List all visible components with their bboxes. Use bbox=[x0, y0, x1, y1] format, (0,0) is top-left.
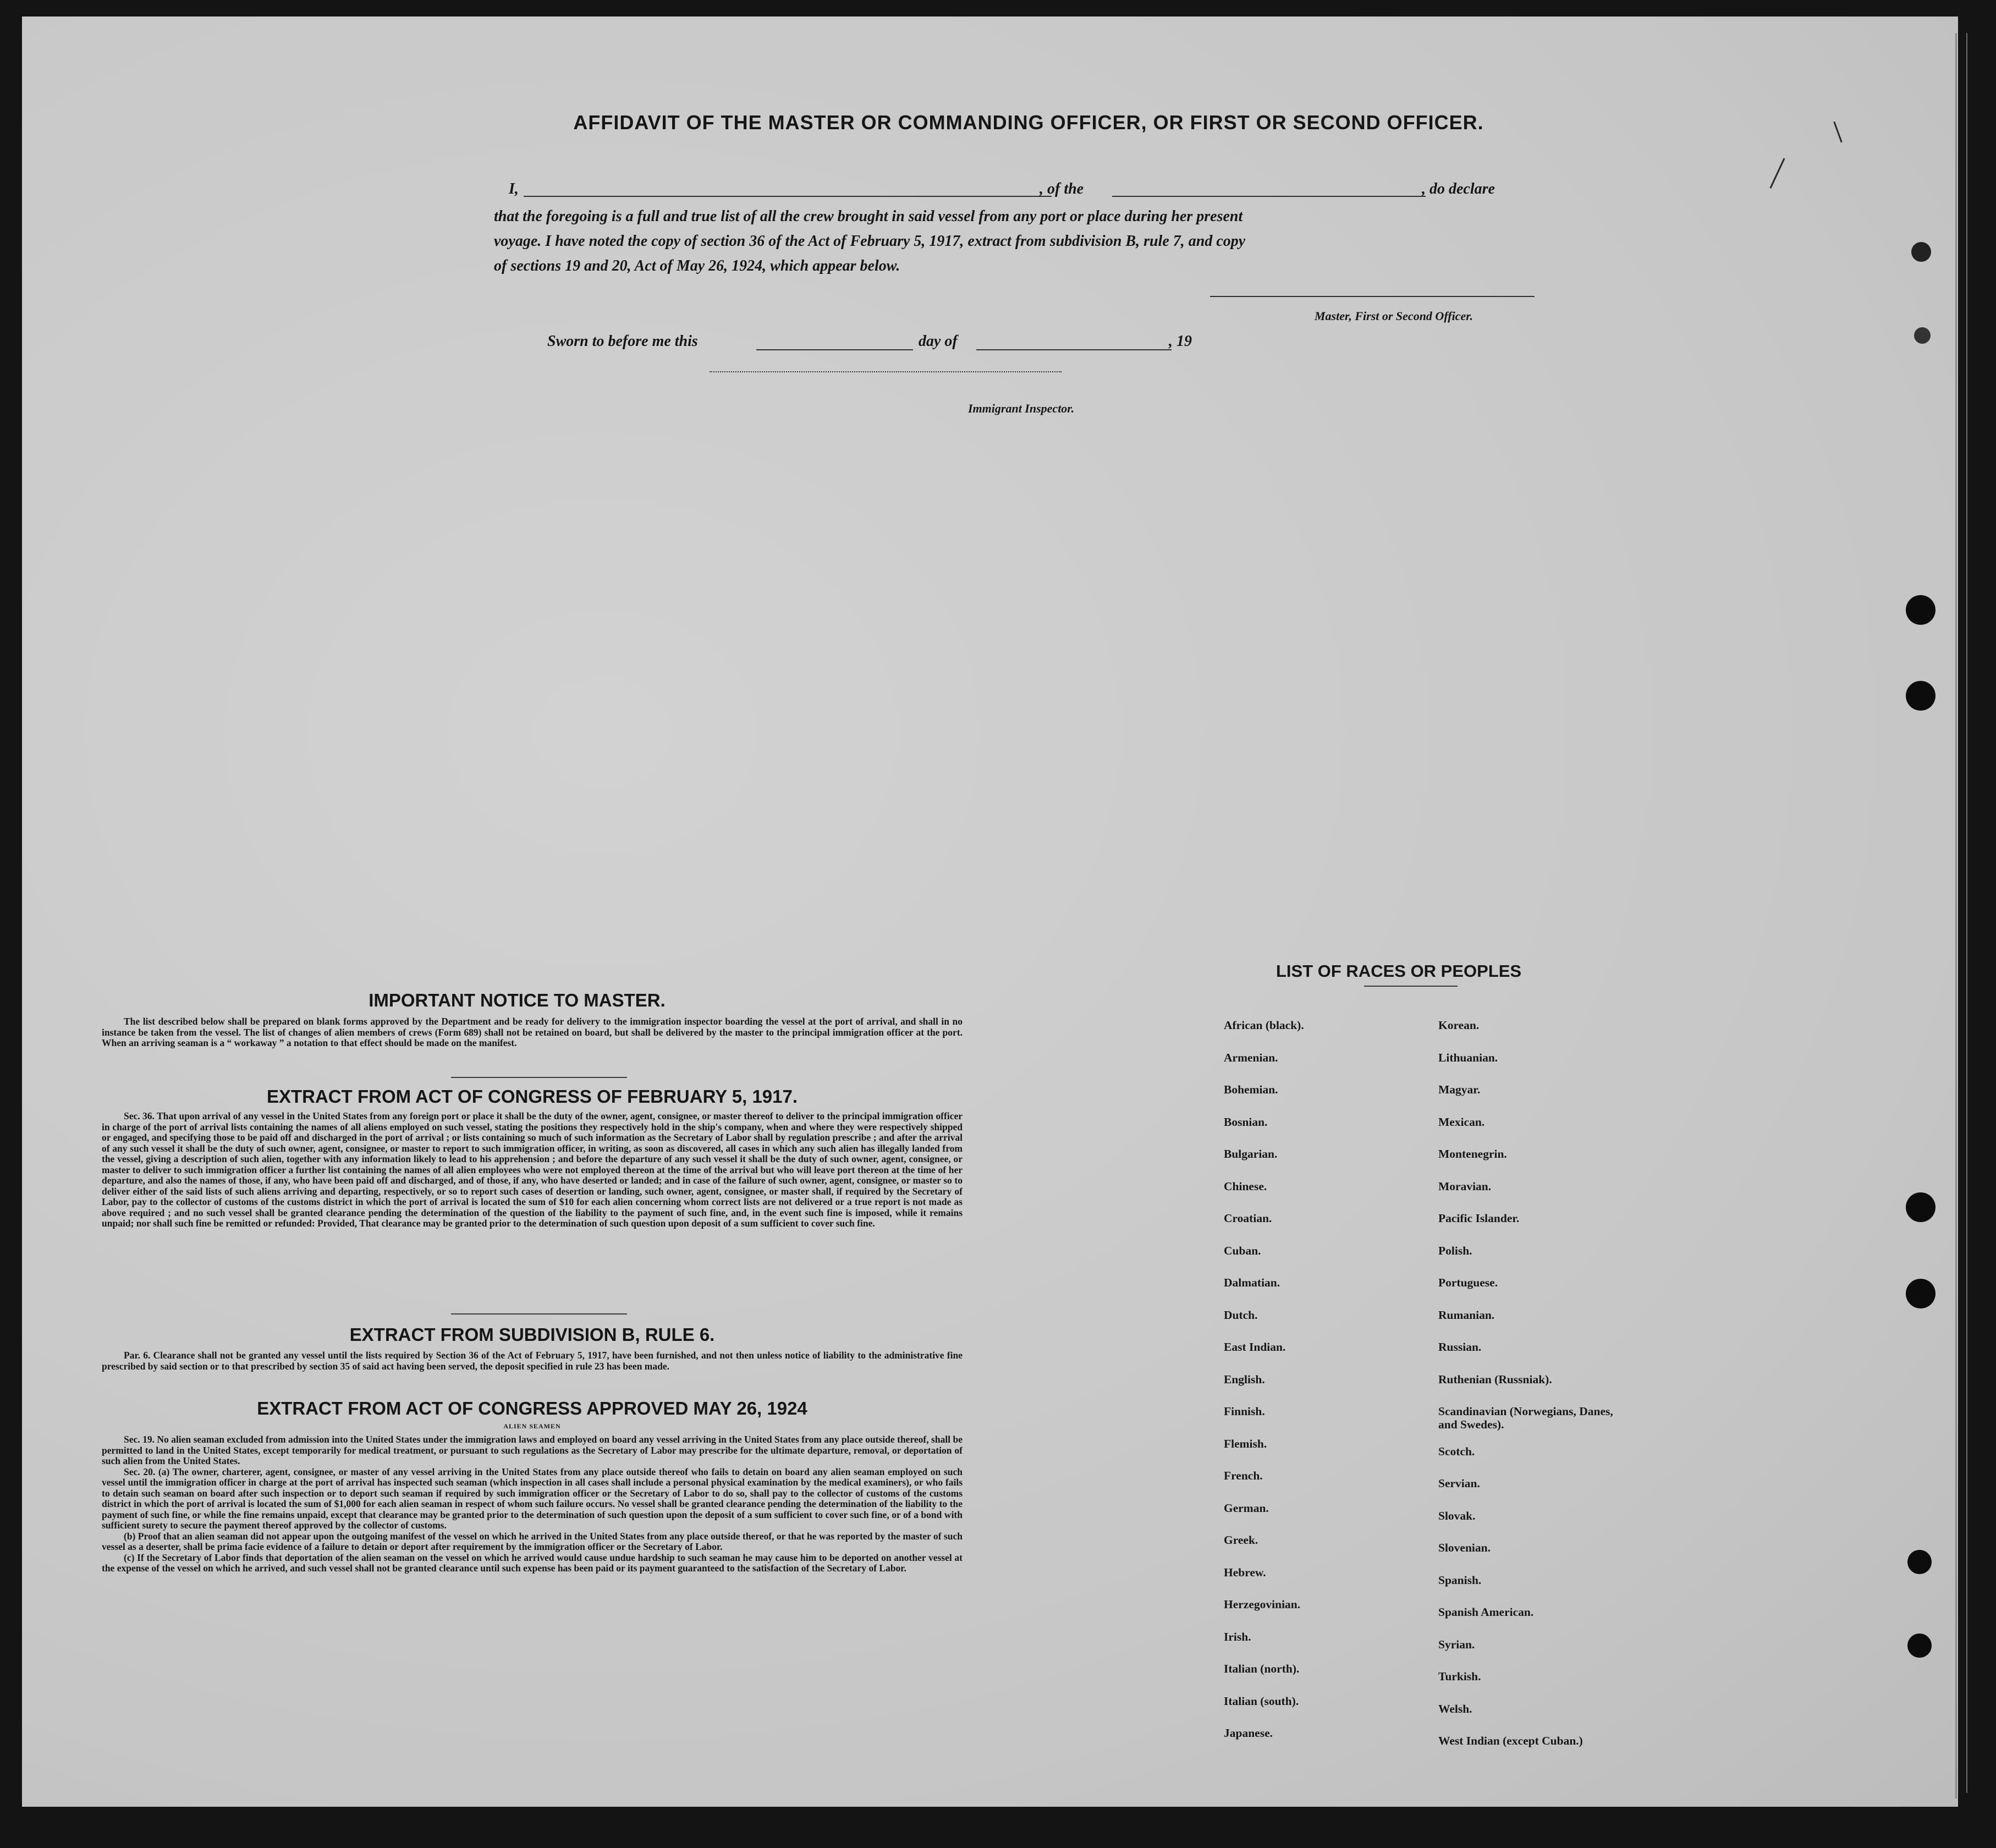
race-item-left: Chinese. bbox=[1224, 1179, 1267, 1193]
race-item-left: German. bbox=[1224, 1501, 1269, 1515]
race-item-right: Mexican. bbox=[1438, 1115, 1485, 1129]
race-item-right: Spanish. bbox=[1438, 1573, 1482, 1587]
race-item-left: Italian (south). bbox=[1224, 1694, 1299, 1708]
race-item-left: Finnish. bbox=[1224, 1405, 1265, 1418]
race-item-left: Herzegovinian. bbox=[1224, 1598, 1301, 1611]
binder-hole bbox=[1907, 1634, 1932, 1658]
master-signature-caption: Master, First or Second Officer. bbox=[1315, 309, 1473, 323]
race-item-right: Polish. bbox=[1438, 1244, 1472, 1257]
sec-20b-paragraph: (b) Proof that an alien seaman did not appear upon the outgoing manifest of the vessel on which he arrived in the United States from any place outside thereof, or that he was reported by the master of such vessel as a deserter, shall be prima facie evidence of a failure to detain or deport after requirement by the immigration officer or the Secretary of Labor. bbox=[102, 1530, 963, 1552]
race-item-right: Korean. bbox=[1438, 1019, 1480, 1032]
race-item-left: Bohemian. bbox=[1224, 1083, 1278, 1096]
binder-hole bbox=[1907, 1550, 1932, 1574]
race-item-right: Spanish American. bbox=[1438, 1605, 1534, 1619]
sworn-prefix: Sworn to before me this bbox=[547, 333, 698, 350]
section-36-paragraph: Sec. 36. That upon arrival of any vessel in the United States from any foreign port or place it shall be the duty of the owner, agent, consignee, or master thereof to deliver to the principal immigration officer in charge of the port of arrival lists containing the names of all aliens employed on such vessel, stating the positions they respectively hold in the ship's company, when and where they were respectively shipped or engaged, and specifying those to be paid off and discharged in the port of arrival ; or lists containing so much of such information as the Secretary of Labor shall by regulation prescribe ; and after the arrival of any such vessel it shall be the duty of such owner, agent, consignee, or master to report to such immigration officer, in writing, as soon as discovered, all cases in which any such alien has illegally landed from the vessel, giving a description of such alien, together with any information likely to lead to his apprehension ; and before the departure of any such vessel it shall be the duty of such owner, agent, consignee, or master to deliver to such immigration officer a further list containing the names of all alien employees who were not employed thereon at the time of the arrival but who will leave port thereon at the time of her departure, and also the names of those, if any, who have been paid off and discharged, and of those, if any, who have deserted or landed; and in case of the failure of such owner, agent, consignee, or master so to deliver either of the said lists of such aliens arriving and departing, respectively, or so to report such cases of desertion or landing, such owner, agent, consignee, or master shall, if required by the Secretary of Labor, pay to the collector of customs of the customs district in which the port of arrival is located the sum of $10 for each alien concerning whom correct lists are not delivered or a true report is not made as above required ; and no such vessel shall be granted clearance pending the determination of the question of the liability to the payment of such fine, and, in the event such fine is imposed, while it remains unpaid; nor shall such fine be remitted or refunded: Provided, That clearance may be granted prior to the determination of such question upon deposit of a sum sufficient to cover such fine. bbox=[102, 1110, 963, 1229]
affidavit-i-label: I, bbox=[509, 180, 519, 197]
day-of-label: day of bbox=[919, 333, 958, 350]
race-item-left: Armenian. bbox=[1224, 1050, 1278, 1064]
affidavit-body-line-3: of sections 19 and 20, Act of May 26, 1924, which appear below. bbox=[494, 257, 900, 274]
race-item-left: African (black). bbox=[1224, 1019, 1304, 1032]
extract-1924-title: EXTRACT FROM ACT OF CONGRESS APPROVED MAY 26, 1924 bbox=[257, 1398, 807, 1418]
race-item-left: English. bbox=[1224, 1372, 1265, 1386]
race-item-left: Greek. bbox=[1224, 1533, 1258, 1547]
divider-rule bbox=[451, 1313, 627, 1314]
race-item-right: Slovenian. bbox=[1438, 1541, 1491, 1554]
binder-hole bbox=[1906, 595, 1935, 625]
affidavit-body-line-2: voyage. I have noted the copy of section 36 of the Act of February 5, 1917, extract from subdivision B, rule 7, and copy bbox=[494, 233, 1246, 250]
sworn-month-blank-line[interactable] bbox=[976, 349, 1172, 350]
races-title-underline bbox=[1364, 986, 1458, 987]
notice-title: IMPORTANT NOTICE TO MASTER. bbox=[369, 990, 666, 1010]
year-label: , 19 bbox=[1169, 333, 1192, 350]
race-item-right: Magyar. bbox=[1438, 1083, 1481, 1096]
affidavit-title: AFFIDAVIT OF THE MASTER OR COMMANDING OFFICER, OR FIRST OR SECOND OFFICER. bbox=[573, 111, 1484, 134]
extract-rule6-title: EXTRACT FROM SUBDIVISION B, RULE 6. bbox=[349, 1324, 715, 1345]
affidavit-of-the-label: , of the bbox=[1040, 180, 1084, 197]
binder-hole bbox=[1906, 1279, 1935, 1308]
race-item-left: Dutch. bbox=[1224, 1308, 1258, 1322]
page-edge-line bbox=[1955, 33, 1957, 1799]
race-item-right: Turkish. bbox=[1438, 1670, 1481, 1683]
extract-rule6-body bbox=[102, 1350, 963, 1372]
notice-paragraph: The list described below shall be prepared on blank forms approved by the Department and be ready for delivery to the immigration inspector boarding the vessel at the port of arrival, and shall in no instance be taken from the vessel. The list of changes of alien members of crews (Form 689) shall not be retained on board, but shall be delivered by the master to the principal immigration officer at the port. When an arriving seaman is a “ workaway ” a notation to that effect should be made on the manifest. bbox=[102, 1016, 963, 1048]
notice-body bbox=[102, 1016, 963, 1049]
race-item-right: Pacific Islander. bbox=[1438, 1212, 1520, 1225]
race-item-right: Portuguese. bbox=[1438, 1276, 1498, 1289]
race-item-right: Syrian. bbox=[1438, 1637, 1475, 1651]
race-item-left: French. bbox=[1224, 1469, 1263, 1482]
binder-hole bbox=[1906, 1192, 1935, 1222]
extract-1917-title: EXTRACT FROM ACT OF CONGRESS OF FEBRUARY 5, 1917. bbox=[266, 1086, 798, 1107]
race-item-right: Russian. bbox=[1438, 1340, 1482, 1354]
inspector-signature-line[interactable] bbox=[710, 371, 1062, 372]
name-blank-line[interactable] bbox=[524, 196, 1052, 197]
race-item-right: Welsh. bbox=[1438, 1702, 1472, 1715]
par-6-paragraph: Par. 6. Clearance shall not be granted any vessel until the lists required by Section 36 of the Act of February 5, 1917, have been furnished, and not then unless notice of liability to the administrative fine prescribed by said section or to that prescribed by section 35 of said act having been served, the deposit specified in rule 23 has been made. bbox=[102, 1350, 963, 1372]
race-item-right: Slovak. bbox=[1438, 1509, 1476, 1522]
race-item-left: Japanese. bbox=[1224, 1726, 1273, 1740]
page-edge-line bbox=[1966, 33, 1967, 1793]
race-item-left: Hebrew. bbox=[1224, 1565, 1266, 1579]
race-item-right: Moravian. bbox=[1438, 1179, 1492, 1193]
races-title: LIST OF RACES OR PEOPLES bbox=[1276, 961, 1522, 981]
race-item-left: Croatian. bbox=[1224, 1212, 1272, 1225]
race-item-right: Servian. bbox=[1438, 1477, 1480, 1490]
race-item-right: Rumanian. bbox=[1438, 1308, 1495, 1322]
race-item-right: West Indian (except Cuban.) bbox=[1438, 1734, 1583, 1747]
inspector-caption: Immigrant Inspector. bbox=[968, 402, 1075, 415]
sec-19-paragraph: Sec. 19. No alien seaman excluded from admission into the United States under the immigration laws and employed on board any vessel arriving in the United States from any place outside thereof, shall be permitted to land in the United States, except temporarily for medical treatment, or pursuant to such regulations as the Secretary of Labor may prescribe for the ultimate departure, removal, or deportation of such alien from the United States. bbox=[102, 1434, 963, 1466]
sec-20c-paragraph: (c) If the Secretary of Labor finds that deportation of the alien seaman on the vessel on which he arrived would cause undue hardship to such seaman he may cause him to be deported on another vessel at the expense of the vessel on which he arrived, and such vessel shall not be granted clearance until such expense has been paid or its payment guaranteed to the satisfaction of the Secretary of Labor. bbox=[102, 1552, 963, 1574]
affidavit-body-line-1: that the foregoing is a full and true list of all the crew brought in said vessel from any port or place during her present bbox=[494, 208, 1243, 225]
extract-1917-body bbox=[102, 1111, 963, 1229]
race-item-right: Lithuanian. bbox=[1438, 1050, 1498, 1064]
race-item-left: Bulgarian. bbox=[1224, 1147, 1278, 1160]
extract-1924-body bbox=[102, 1434, 963, 1574]
race-item-left: Flemish. bbox=[1224, 1437, 1267, 1450]
race-item-left: East Indian. bbox=[1224, 1340, 1286, 1354]
sworn-day-blank-line[interactable] bbox=[756, 349, 913, 350]
affidavit-do-declare-label: , do declare bbox=[1422, 180, 1495, 197]
document-page bbox=[22, 16, 1958, 1807]
vessel-blank-line[interactable] bbox=[1112, 196, 1426, 197]
master-signature-line[interactable] bbox=[1210, 296, 1535, 297]
race-item-right: Montenegrin. bbox=[1438, 1147, 1507, 1160]
race-item-left: Irish. bbox=[1224, 1630, 1251, 1643]
binder-hole bbox=[1914, 327, 1931, 344]
sec-20a-paragraph: Sec. 20. (a) The owner, charterer, agent, consignee, or master of any vessel arriving in the United States from any place outside thereof who fails to detain on board any alien seaman employed on such vessel until the immigration officer in charge at the port of arrival has inspected such seaman (which inspection in all cases shall include a personal physical examination by the medical examiners), or who fails to detain such seaman on board after such inspection or to deport such seaman if required by such immigration officer or the Secretary of Labor to do so, shall pay to the collector of customs of the customs district in which the port of arrival is located the sum of $1,000 for each alien seaman in respect of whom such failure occurs. No vessel shall be granted clearance pending the determination of the liability to the payment of such fine, or while the fine remains unpaid, except that clearance may be granted prior to the determination of such question upon the deposit of a sum sufficient to cover such fine, or of a bond with sufficient surety to secure the payment thereof approved by the collector of customs. bbox=[102, 1466, 963, 1531]
binder-hole bbox=[1911, 242, 1931, 262]
alien-seamen-subtitle: ALIEN SEAMEN bbox=[503, 1422, 561, 1430]
race-item-left: Cuban. bbox=[1224, 1244, 1261, 1257]
race-item-left: Italian (north). bbox=[1224, 1662, 1300, 1675]
race-item-left: Bosnian. bbox=[1224, 1115, 1268, 1129]
race-item-left: Dalmatian. bbox=[1224, 1276, 1280, 1289]
binder-hole bbox=[1906, 681, 1935, 711]
race-item-right: Scandinavian (Norwegians, Danes, and Swedes). bbox=[1438, 1405, 1613, 1431]
race-item-right: Ruthenian (Russniak). bbox=[1438, 1372, 1552, 1386]
race-item-right: Scotch. bbox=[1438, 1444, 1475, 1458]
divider-rule bbox=[451, 1077, 627, 1078]
